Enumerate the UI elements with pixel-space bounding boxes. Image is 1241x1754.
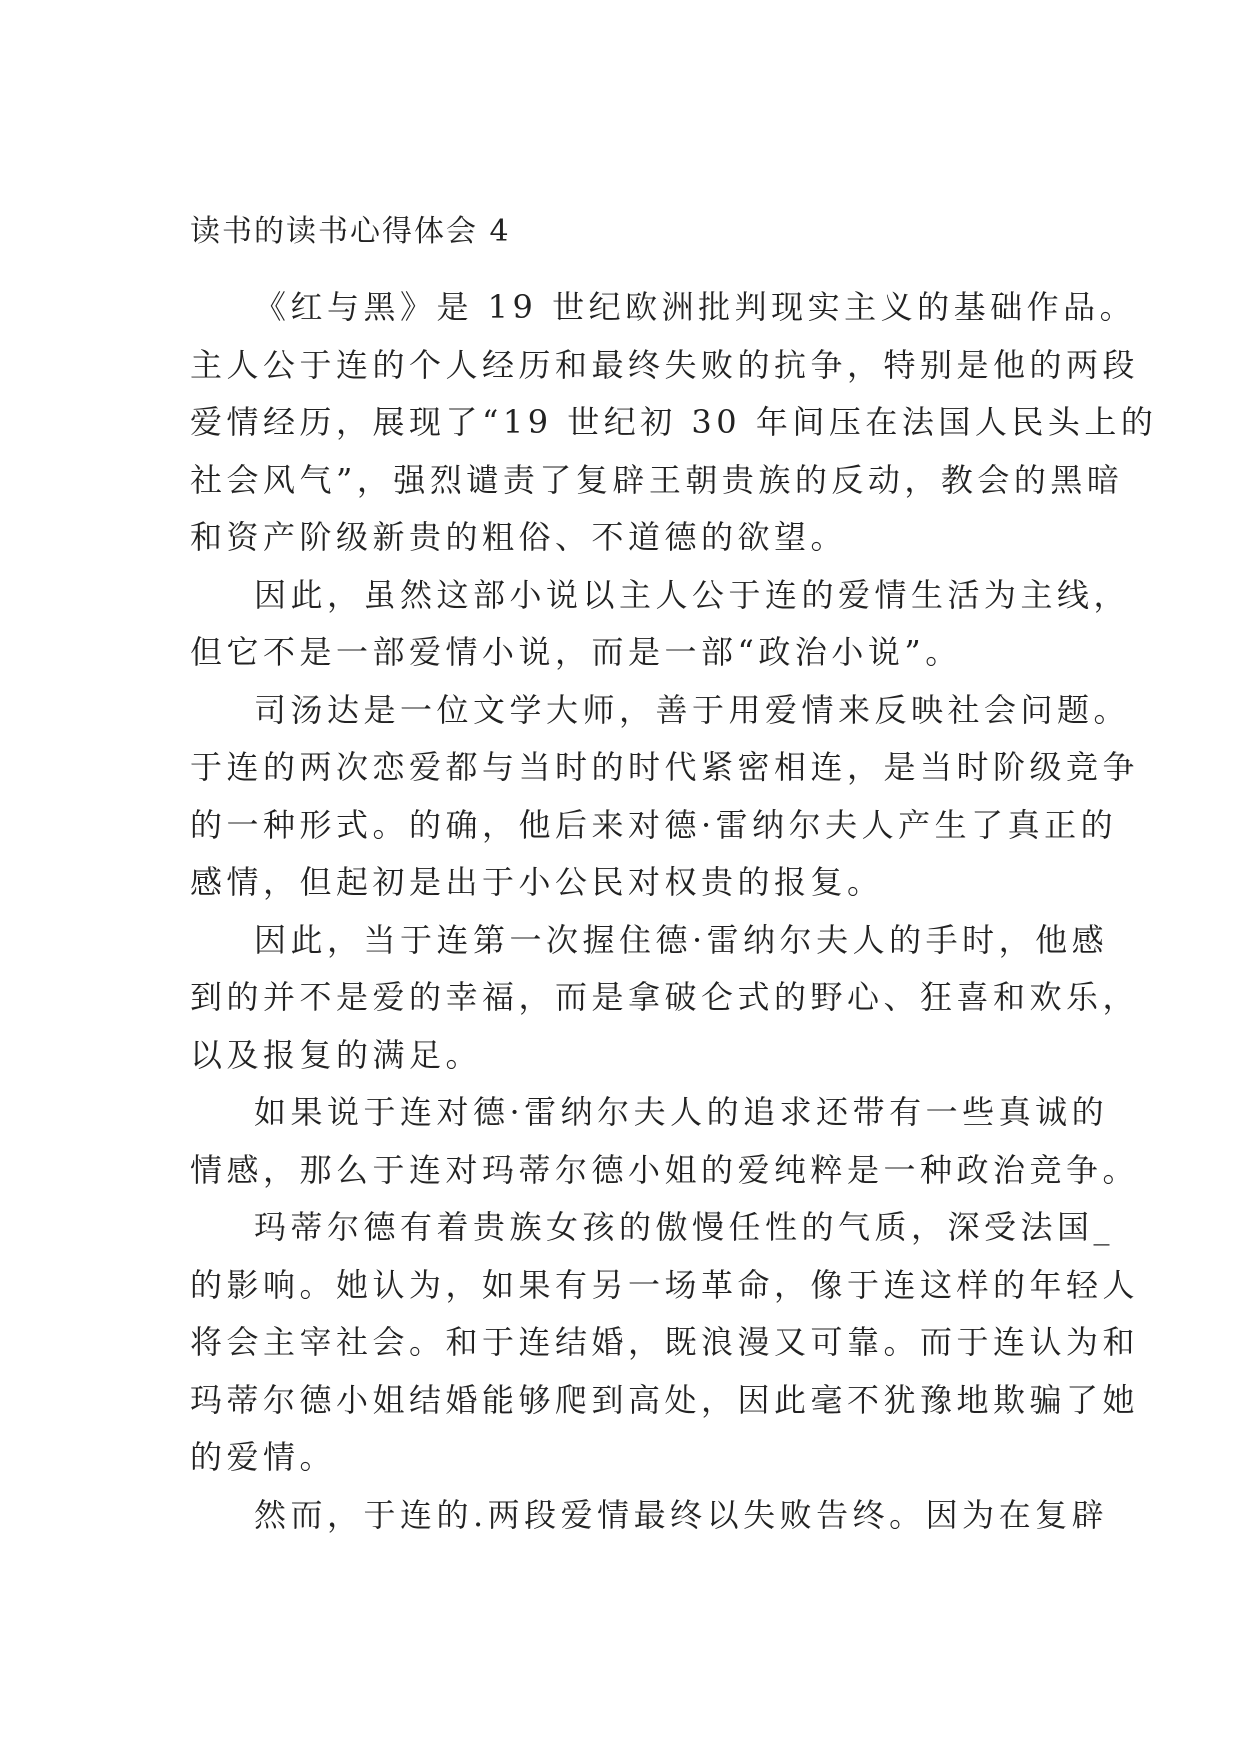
paragraph-line: 如果说于连对德·雷纳尔夫人的追求还带有一些真诚的 <box>254 1093 1109 1131</box>
paragraph-3 <box>190 682 1140 912</box>
paragraph-line: 爱情经历，展现了“19 世纪初 30 年间压在法国人民头上的 <box>190 403 1158 441</box>
paragraph-2 <box>190 567 1131 682</box>
paragraph-line: 感情，但起初是出于小公民对权贵的报复。 <box>190 863 884 901</box>
paragraph-line: 主人公于连的个人经历和最终失败的抗争，特别是他的两段 <box>190 345 1140 384</box>
paragraph-line: 将会主宰社会。和于连结婚，既浪漫又可靠。而于连认为和 <box>190 1323 1140 1361</box>
paragraph-4 <box>190 912 1140 1085</box>
document-body <box>190 213 1158 1544</box>
paragraph-line: 的一种形式。的确，他后来对德·雷纳尔夫人产生了真正的 <box>190 805 1118 844</box>
paragraph-line: 于连的两次恋爱都与当时的时代紧密相连，是当时阶级竞争 <box>190 748 1140 786</box>
document-title: 读书的读书心得体会 4 <box>190 214 511 249</box>
paragraph-1 <box>190 279 1158 567</box>
paragraph-line: 和资产阶级新贵的粗俗、不道德的欲望。 <box>190 518 848 556</box>
paragraph-line: 但它不是一部爱情小说，而是一部“政治小说”。 <box>190 633 962 671</box>
paragraph-line: 以及报复的满足。 <box>190 1035 483 1074</box>
paragraph-line: 社会风气”，强烈谴责了复辟王朝贵族的反动，教会的黑暗 <box>190 460 1124 499</box>
paragraph-line: 因此，当于连第一次握住德·雷纳尔夫人的手时，他感 <box>254 920 1109 959</box>
paragraph-line: 因此，虽然这部小说以主人公于连的爱情生活为主线， <box>254 575 1131 614</box>
paragraph-7 <box>190 1487 1109 1545</box>
paragraph-line: 情感，那么于连对玛蒂尔德小姐的爱纯粹是一种政治竞争。 <box>190 1150 1140 1189</box>
paragraph-line: 玛蒂尔德小姐结婚能够爬到高处，因此毫不犹豫地欺骗了她 <box>190 1380 1140 1419</box>
paragraph-line: 到的并不是爱的幸福，而是拿破仑式的野心、狂喜和欢乐， <box>190 978 1140 1016</box>
paragraph-line: 司汤达是一位文学大师，善于用爱情来反映社会问题。 <box>254 690 1131 729</box>
paragraph-6 <box>190 1199 1140 1487</box>
paragraph-5 <box>190 1084 1140 1199</box>
paragraph-line: 然而，于连的.两段爱情最终以失败告终。因为在复辟 <box>254 1495 1109 1534</box>
paragraph-line: 《红与黑》是 19 世纪欧洲批判现实主义的基础作品。 <box>254 288 1137 326</box>
paragraph-line: 的爱情。 <box>190 1438 337 1476</box>
paragraph-line: 的影响。她认为，如果有另一场革命，像于连这样的年轻人 <box>190 1265 1140 1304</box>
paragraph-line: 玛蒂尔德有着贵族女孩的傲慢任性的气质，深受法国_ <box>254 1208 1115 1246</box>
